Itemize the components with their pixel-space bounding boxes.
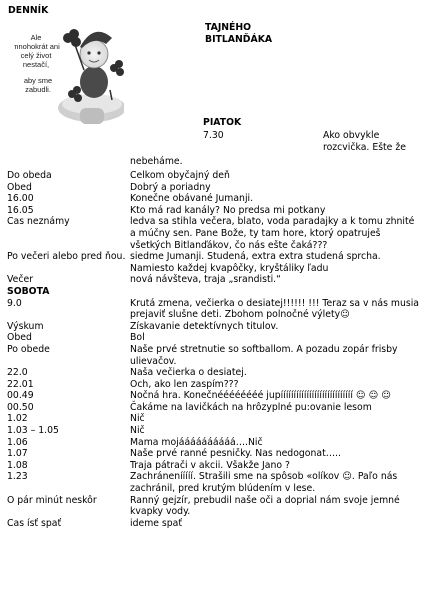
entry-time: Čas neznámy	[7, 216, 70, 228]
quote-line: mnohokrát ani	[14, 42, 60, 51]
day-heading-saturday: SOBOTA	[7, 285, 50, 297]
entry-text: Zachránenííííí. Strašili sme na spôsob «olíkov ☺. Paľo nás zachránil, pred krutým blúdením v lese.	[130, 471, 398, 495]
title-line-2: BITLANĎÁKA	[205, 34, 273, 45]
entry-text: Och, ako len zaspím???	[130, 378, 239, 390]
diary-entry-row	[7, 344, 422, 367]
entry-text: Kto má rad kanály? No predsa mi potkany	[130, 204, 326, 216]
entry-text: Nič	[130, 425, 145, 437]
quote-line: Ale	[30, 33, 42, 42]
entry-time: Obed	[7, 332, 32, 344]
entry-time: 1.07	[7, 448, 28, 460]
diary-entry-row	[7, 425, 422, 437]
entry-time: 16.05	[7, 204, 34, 216]
diary-label: DENNÍK	[8, 5, 49, 16]
entry-time: 00.49	[7, 390, 34, 402]
entry-text: Ako obvykle rozcvička. Ešte že	[323, 130, 406, 153]
quote-line: zabudli.	[25, 85, 51, 94]
diary-entry-row	[7, 332, 422, 344]
diary-entry-row	[7, 274, 422, 286]
entry-time: Po večeri alebo pred ňou.	[7, 251, 126, 263]
entry-time: Po obede	[7, 343, 50, 355]
diary-entry-row	[7, 216, 422, 251]
diary-entry-row	[7, 390, 422, 402]
entry-text: Ranný gejzír, prebudil naše oči a doprial nám svoje jemné kvapky vody.	[130, 494, 400, 518]
entry-text: Krutá zmena, večierka o desiatej!!!!!! !!! Teraz sa v nás musia prejaviť slušne deti. Zbohom polnočné výlety☺	[130, 297, 419, 321]
title-line-1: TAJNÉHO	[205, 22, 252, 33]
entry-time: Večer	[7, 274, 34, 286]
entry-text: Naše prvé stretnutie so softballom. A pozadu zopár frisby ulievačov.	[130, 343, 398, 367]
diary-entry-row	[7, 402, 422, 414]
diary-entry-row	[7, 448, 422, 460]
diary-entry-row	[7, 251, 422, 274]
entry-time: 16.00	[7, 193, 34, 205]
diary-entry-row	[7, 460, 422, 472]
entry-time: Čas ísť spať	[7, 517, 62, 529]
entry-text: Bol	[130, 332, 145, 344]
entry-text: Traja pátrači v akcii. Všakže Jano ?	[130, 459, 290, 471]
entry-text: Naše prvé ranné pesničky. Nas nedogonat…..	[130, 448, 341, 460]
elf-clover-picture	[14, 20, 124, 128]
entry-text: ledva sa stihla večera, blato, voda paradajky a k tomu zhnité a múčny sen. Pane Bože, ty tam hore, ktorý opatruješ všetkých Bitlanďákov, čo nás ešte čaká???	[130, 216, 415, 251]
diary-entry-row	[7, 193, 422, 205]
quote-line: aby sme	[23, 76, 53, 85]
entry-text: Naša večierka o desiatej.	[130, 367, 247, 379]
entry-text: Nočná hra. Konečnéééééééé jupíííííííííííííííííííííííííííí ☺ ☺ ☺	[130, 390, 391, 402]
diary-entry-row	[7, 367, 422, 379]
diary-entry-row	[7, 205, 422, 217]
entry-text: siedme Jumanji. Studená, extra extra studená sprcha. Namiesto každej kvapôčky, kryštáliky ľadu	[130, 251, 381, 274]
entry-time: Do obeda	[7, 170, 52, 181]
entry-text-continued: nebeháme.	[130, 156, 183, 167]
diary-entry-row	[7, 471, 422, 494]
entry-time: 22.01	[7, 378, 34, 390]
entry-time: 00.50	[7, 401, 34, 413]
entry-text: Mama mojáááááááááá….Nič	[130, 436, 263, 448]
entry-time: O pár minút neskôr	[7, 494, 97, 506]
diary-entry-row	[7, 518, 422, 530]
entry-text: nová návšteva, traja „srandisti.“	[130, 274, 281, 286]
entry-time: 1.06	[7, 436, 28, 448]
diary-entry-row	[7, 379, 422, 391]
entry-text: Dobrý a poriadny	[130, 181, 211, 193]
entry-time: 1.02	[7, 413, 28, 425]
entry-text: ideme spať	[130, 517, 183, 529]
diary-entry-row	[7, 437, 422, 449]
diary-entry-row	[7, 413, 422, 425]
diary-entry-row	[7, 170, 422, 182]
diary-entry-row	[7, 321, 422, 333]
entry-time: 7.30	[203, 130, 224, 141]
diary-entries	[7, 170, 422, 529]
elf-illustration	[14, 20, 124, 128]
diary-entry-row	[7, 495, 422, 518]
diary-entry-row	[7, 298, 422, 321]
entry-time: Obed	[7, 181, 32, 193]
entry-time: 9.0	[7, 297, 22, 309]
entry-time: 22.0	[7, 367, 28, 379]
entry-text: Celkom obyčajný deň	[130, 170, 230, 181]
quote-line: nestačí,	[22, 60, 50, 69]
entry-text: Nič	[130, 413, 145, 425]
entry-text: Konečne obávané Jumanji.	[130, 193, 254, 205]
entry-time: 1.03 – 1.05	[7, 425, 59, 437]
entry-text: Čakáme na lavičkách na hrôzyplné pu:ovanie lesom	[130, 401, 372, 413]
day-heading-friday: PIATOK	[203, 117, 242, 128]
entry-time: 1.08	[7, 459, 28, 471]
quote-line: celý život	[20, 51, 52, 60]
entry-text: Získavanie detektívnych titulov.	[130, 320, 279, 332]
diary-entry-row	[7, 182, 422, 194]
entry-time: Výskum	[7, 320, 44, 332]
entry-time: 1.23	[7, 471, 28, 483]
